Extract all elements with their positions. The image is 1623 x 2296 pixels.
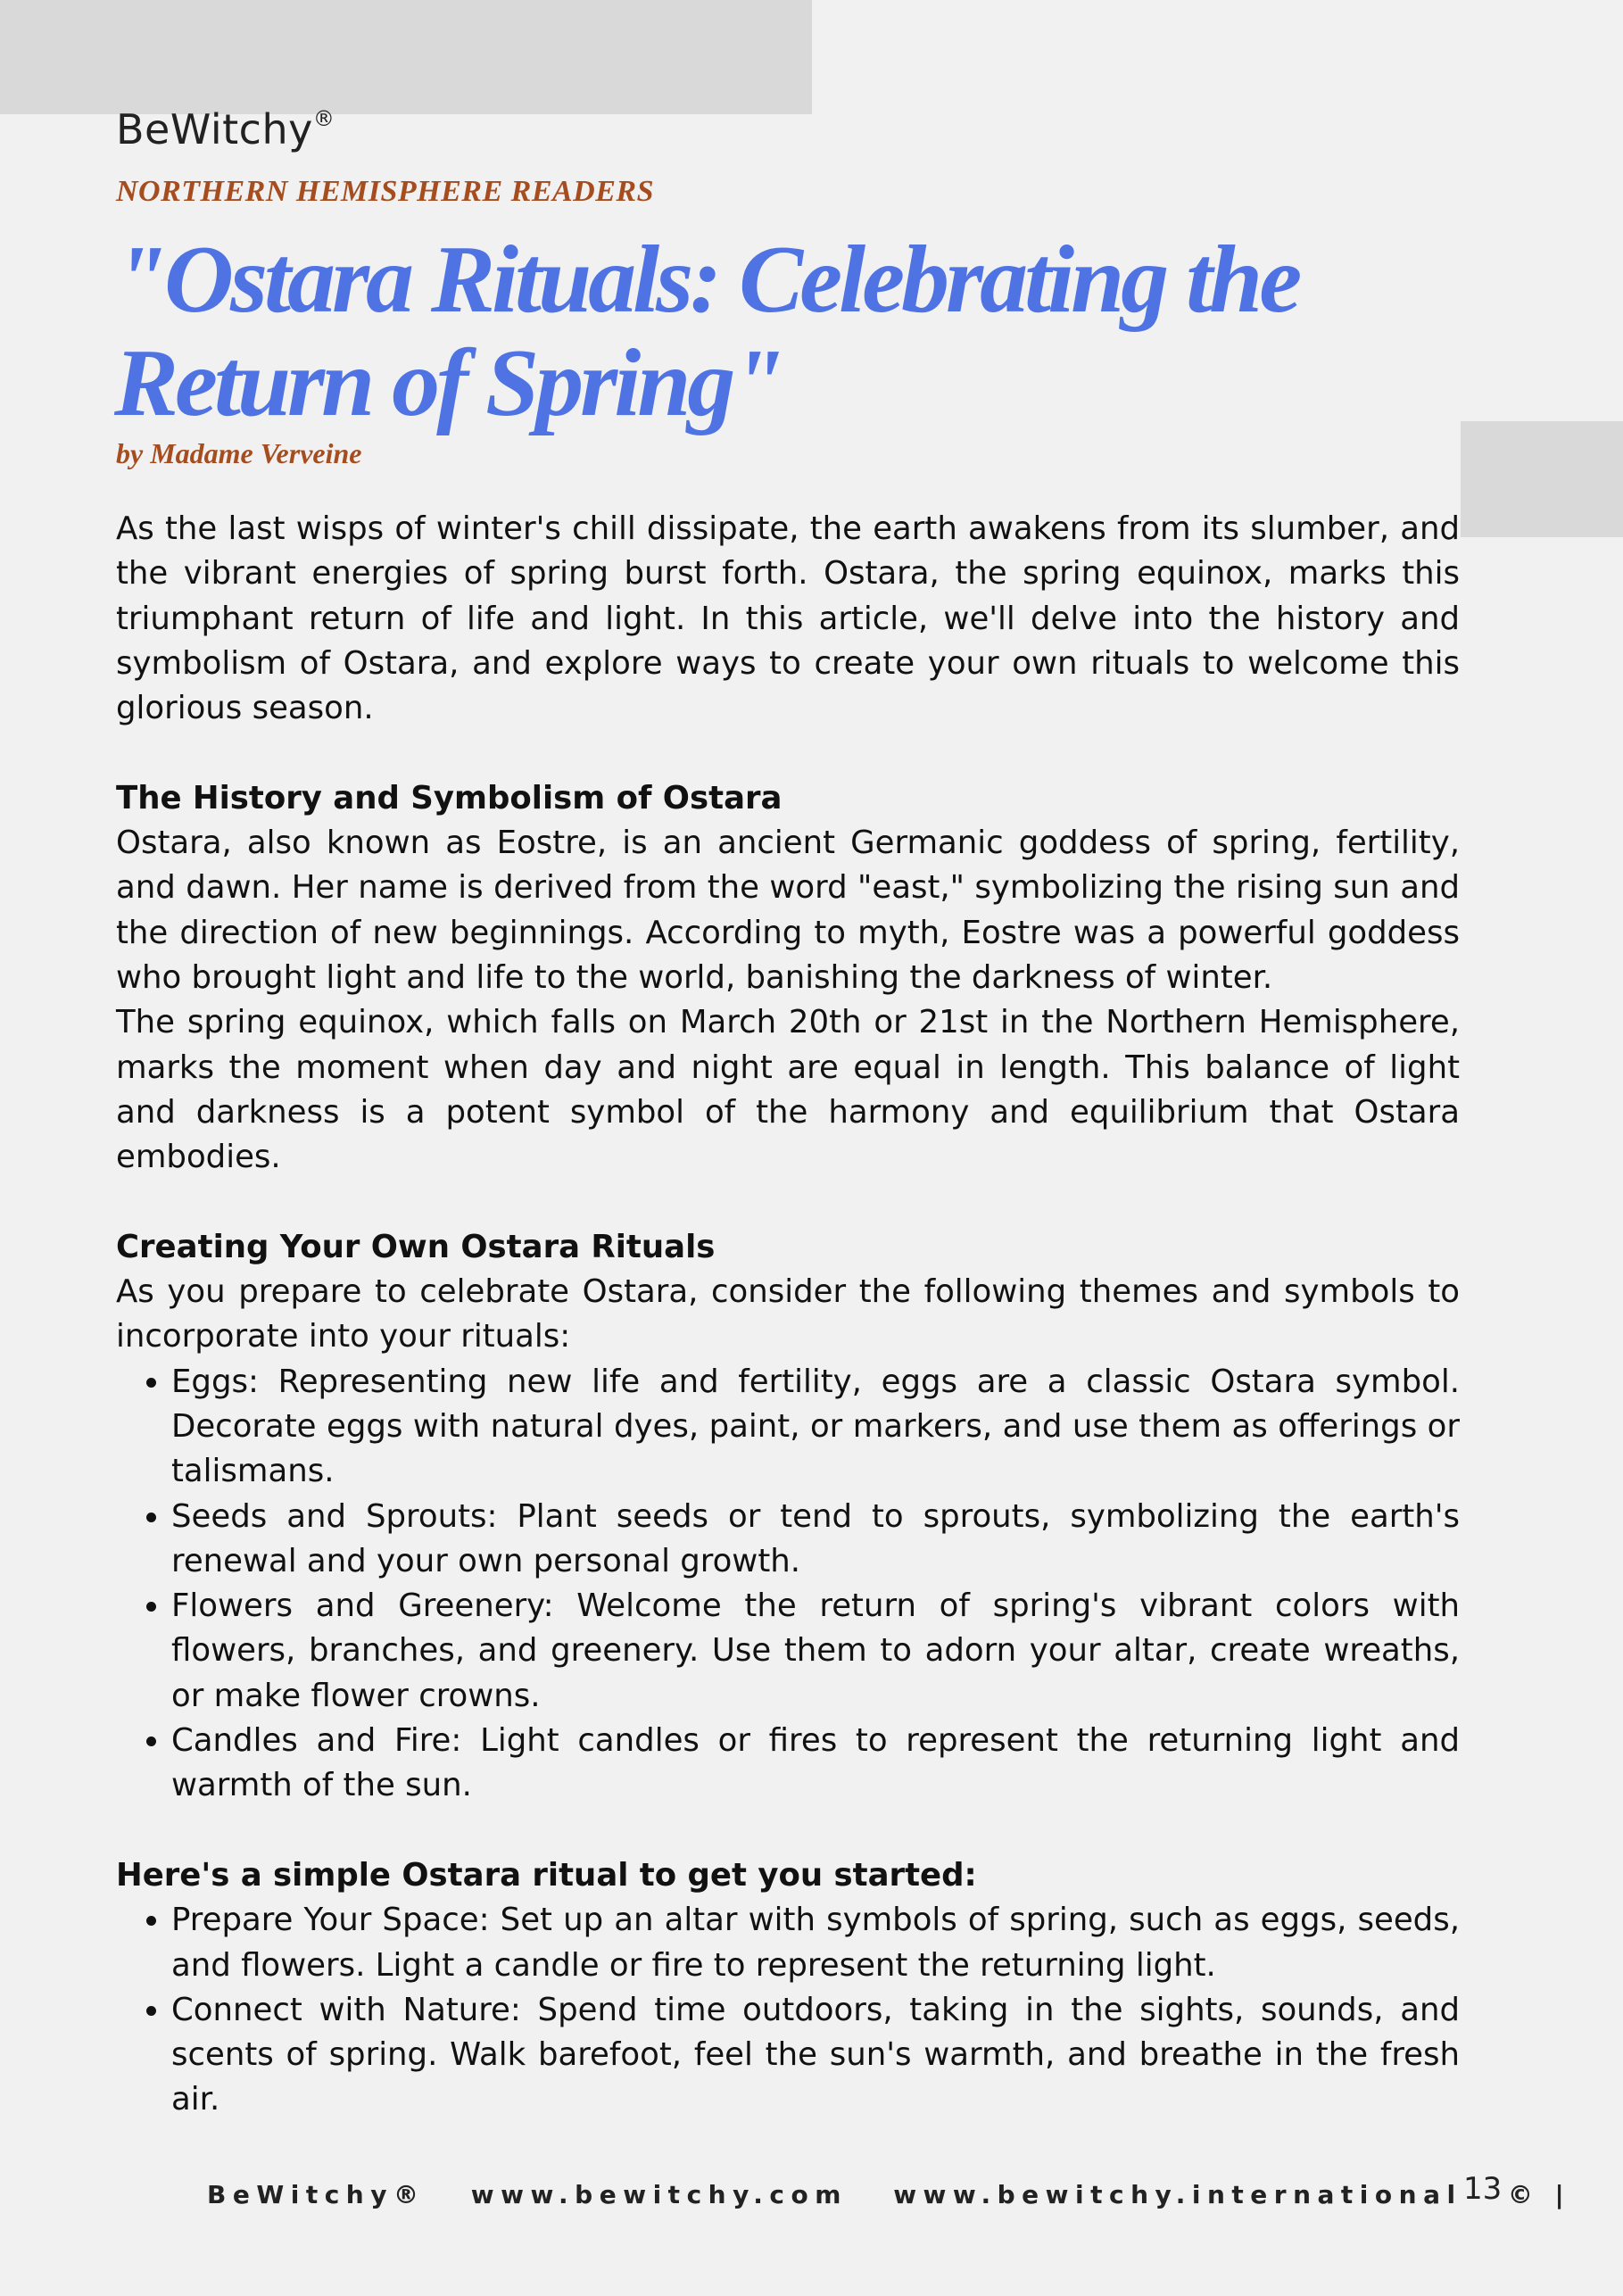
brand-name: BeWitchy xyxy=(116,105,313,153)
spacer xyxy=(116,1809,1460,1853)
article-title: "Ostara Rituals: Celebrating the Return of Spring" xyxy=(114,227,1299,436)
brand-registered-mark: ® xyxy=(312,106,335,131)
ritual-heading: Here's a simple Ostara ritual to get you started: xyxy=(116,1856,977,1894)
footer-copyright: © | xyxy=(1507,2180,1571,2209)
list-item: • Seeds and Sprouts: Plant seeds or tend to sprouts, symbolizing the earth's renewal and your own personal growth. xyxy=(171,1495,1460,1585)
creating-heading: Creating Your Own Ostara Rituals xyxy=(116,1228,716,1265)
history-heading: The History and Symbolism of Ostara xyxy=(116,779,783,816)
page-footer xyxy=(207,2180,1601,2209)
creating-intro: As you prepare to celebrate Ostara, consider the following themes and symbols to incorporate into your rituals: xyxy=(116,1273,1460,1355)
footer-link-bewitchy-international[interactable]: www.bewitchy.international xyxy=(893,2180,1462,2209)
footer-link-bewitchy-com[interactable]: www.bewitchy.com xyxy=(470,2180,848,2209)
footer-brand: BeWitchy® xyxy=(207,2180,426,2209)
list-item: • Prepare Your Space: Set up an altar with symbols of spring, such as eggs, seeds, and flowers. Light a candle or fire to represent the returning light. xyxy=(171,1898,1460,1988)
themes-list xyxy=(116,1360,1460,1809)
spacer xyxy=(116,731,1460,775)
decorative-right-block xyxy=(1461,421,1623,537)
list-item: • Eggs: Representing new life and fertility, eggs are a classic Ostara symbol. Decorate eggs with natural dyes, paint, or markers, and use them as offerings or talismans. xyxy=(171,1360,1460,1495)
decorative-top-block xyxy=(0,0,812,114)
brand-logo xyxy=(116,105,335,153)
history-paragraph-2: The spring equinox, which falls on March 20th or 21st in the Northern Hemisphere, marks the moment when day and night are equal in length. This balance of light and darkness is a potent symbol of the harmony and equilibrium that Ostara embodies. xyxy=(116,1004,1460,1176)
section-kicker: NORTHERN HEMISPHERE READERS xyxy=(116,175,655,208)
spacer xyxy=(116,1180,1460,1224)
ritual-steps-list xyxy=(116,1898,1460,2122)
list-item: • Flowers and Greenery: Welcome the return of spring's vibrant colors with flowers, branches, and greenery. Use them to adorn your altar, create wreaths, or make flower crowns. xyxy=(171,1584,1460,1719)
history-paragraph-1: Ostara, also known as Eostre, is an ancient Germanic goddess of spring, fertility, and dawn. Her name is derived from the word "east," symbolizing the rising sun and the direction of new beginnings. According to myth, Eostre was a powerful goddess who brought light and life to the world, banishing the darkness of winter. xyxy=(116,825,1460,996)
list-item: • Candles and Fire: Light candles or fires to represent the returning light and warmth of the sun. xyxy=(171,1719,1460,1809)
article-byline: by Madame Verveine xyxy=(116,437,362,469)
article-body xyxy=(116,507,1460,2123)
page-number: 13 xyxy=(1463,2171,1503,2207)
list-item: • Connect with Nature: Spend time outdoors, taking in the sights, sounds, and scents of spring. Walk barefoot, feel the sun's warmth, and breathe in the fresh air. xyxy=(171,1988,1460,2123)
intro-paragraph: As the last wisps of winter's chill dissipate, the earth awakens from its slumber, and the vibrant energies of spring burst forth. Ostara, the spring equinox, marks this triumphant return of life and light. In this article, we'll delve into the history and symbolism of Ostara, and explore ways to create your own rituals to welcome this glorious season. xyxy=(116,510,1460,727)
